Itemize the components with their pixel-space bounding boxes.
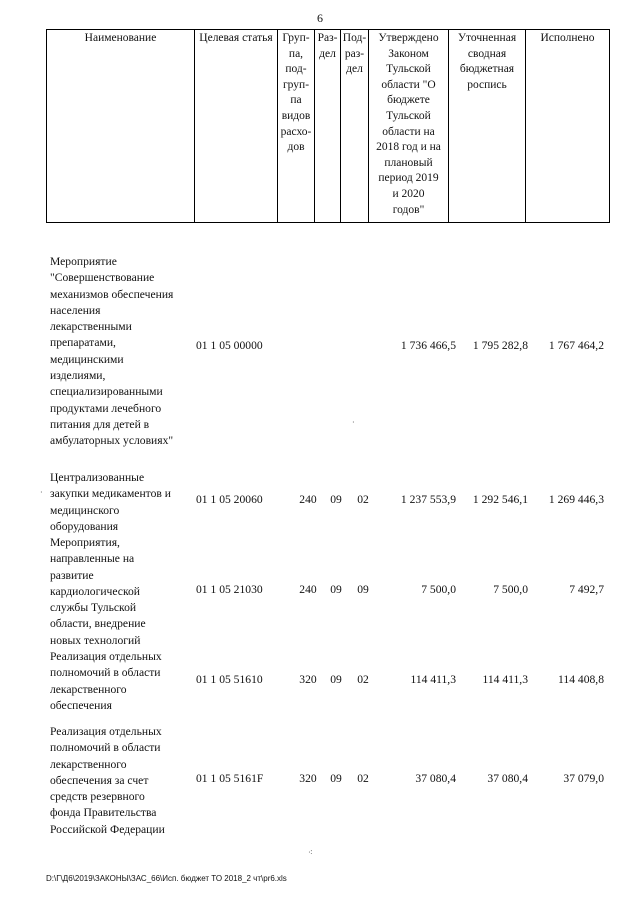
executed-amount: 1 767 464,2	[548, 339, 604, 352]
target-article-code: 01 1 05 21030	[196, 583, 263, 596]
header-section: Раз- дел	[315, 30, 341, 223]
executed-amount: 7 492,7	[569, 583, 604, 596]
page-number: 6	[317, 11, 323, 25]
expense-type: 320	[299, 772, 317, 785]
table-row	[46, 254, 616, 454]
section-code: 09	[330, 583, 342, 596]
row-name: Реализация отдельных полномочий в области лекарственного обеспечения за счет средств резервного фонда Правительства Российской Федерации	[50, 725, 165, 836]
row-name: Реализация отдельных полномочий в области лекарственного обеспечения	[50, 650, 162, 712]
expense-type: 240	[299, 583, 317, 596]
refined-amount: 114 411,3	[482, 673, 528, 686]
table-row	[46, 649, 616, 717]
target-article-code: 01 1 05 20060	[196, 493, 263, 506]
refined-amount: 7 500,0	[493, 583, 528, 596]
expense-type: 240	[299, 493, 317, 506]
section-code: 09	[330, 493, 342, 506]
table-row	[46, 470, 616, 536]
target-article-code: 01 1 05 51610	[196, 673, 263, 686]
header-target-article: Целевая статья	[195, 30, 278, 223]
approved-amount: 7 500,0	[421, 583, 456, 596]
approved-amount: 1 736 466,5	[400, 339, 456, 352]
subsection-code: 02	[357, 673, 369, 686]
refined-amount: 1 292 546,1	[472, 493, 528, 506]
header-executed: Исполнено	[526, 30, 610, 223]
header-refined-budget: Уточненная сводная бюджетная роспись	[449, 30, 526, 223]
approved-amount: 114 411,3	[410, 673, 456, 686]
approved-amount: 1 237 553,9	[400, 493, 456, 506]
section-code: 09	[330, 673, 342, 686]
header-expense-group: Груп- па, под- груп- па видов расхо- дов	[278, 30, 315, 223]
header-subsection: Под- раз- дел	[341, 30, 369, 223]
row-name: Мероприятия, направленные на развитие кардиологической службы Тульской области, внедрение новых технологий	[50, 536, 146, 647]
scan-speck: ⁖	[308, 848, 313, 857]
subsection-code: 09	[357, 583, 369, 596]
header-approved-by-law: Утверждено Законом Тульской области "О бюджете Тульской области на 2018 год и на плановый период 2019 и 2020 годов"	[369, 30, 449, 223]
column-header-table	[46, 29, 610, 223]
section-code: 09	[330, 772, 342, 785]
header-name: Наименование	[47, 30, 195, 223]
executed-amount: 37 079,0	[563, 772, 604, 785]
subsection-code: 02	[357, 772, 369, 785]
target-article-code: 01 1 05 5161F	[196, 772, 264, 785]
expense-type: 320	[299, 673, 317, 686]
table-row	[46, 724, 616, 840]
refined-amount: 1 795 282,8	[472, 339, 528, 352]
subsection-code: 02	[357, 493, 369, 506]
row-name: Централизованные закупки медикаментов и медицинского оборудования	[50, 471, 171, 533]
approved-amount: 37 080,4	[415, 772, 456, 785]
file-path-footer: D:\Г\Д6\2019\ЗАКОНЫ\ЗАС_66\Исп. бюджет ТО 2018_2 чт\pr6.xls	[46, 874, 287, 883]
executed-amount: 1 269 446,3	[548, 493, 604, 506]
executed-amount: 114 408,8	[558, 673, 604, 686]
scan-speck: ·	[352, 418, 355, 427]
row-name: Мероприятие "Совершенствование механизмов обеспечения населения лекарственными препаратами, медицинскими изделиями, специализированными продуктами лечебного питания для детей в амбулаторных условиях"	[50, 255, 174, 448]
scan-speck: ·	[40, 488, 43, 497]
target-article-code: 01 1 05 00000	[196, 339, 263, 352]
table-row	[46, 535, 616, 651]
refined-amount: 37 080,4	[487, 772, 528, 785]
